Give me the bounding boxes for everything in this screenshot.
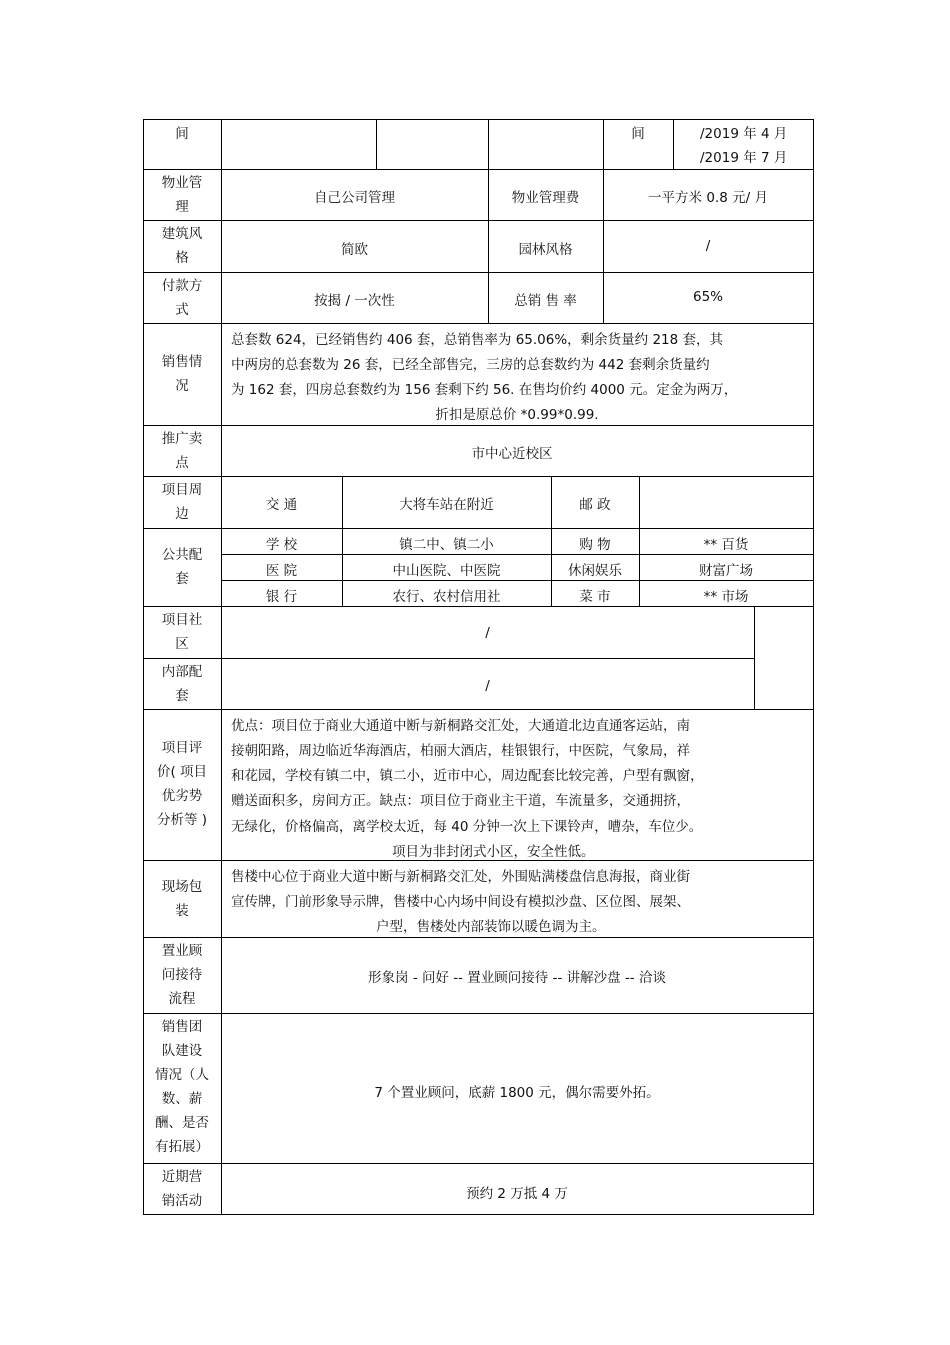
promo-value: 市中心近校区 [471,446,553,462]
traffic-label: 交 通 [265,497,298,513]
property-fee-label: 物业管理费 [511,190,580,206]
rule [143,169,814,170]
evaluation-line: 和花园，学校有镇二中，镇二小，近市中心，周边配套比较完善，户型有飘窗， [231,768,704,784]
garden-style-value: / [705,238,711,254]
evaluation-label: 项目评 价( 项目 优劣势 分析等 ) [156,740,208,828]
sales-line: 中两房的总套数为 26 套，已经全部售完，三房的总套数约为 442 套剩余货量约 [231,357,710,373]
community-label: 项目社 区 [161,612,203,652]
facility-key: 购 物 [579,537,611,553]
style-label: 建筑风 格 [161,226,203,266]
evaluation-line: 赠送面积多，房间方正。缺点：项目位于商业主干道，车流量多，交通拥挤， [231,793,690,809]
onsite-line: 售楼中心位于商业大道中断与新桐路交汇处，外围贴满楼盘信息海报，商业街 [231,869,690,885]
surroundings-label: 项目周 边 [161,482,203,522]
rule [673,119,674,169]
property-mgmt-value: 自己公司管理 [314,190,395,206]
facility-key: 银 行 [265,589,298,605]
sales-line: 总套数 624，已经销售约 406 套，总销售率为 65.06%，剩余货量约 218 套，其 [231,332,724,348]
time-date-start: /2019 年 4 月 [700,126,788,142]
facility-value: 镇二中、镇二小 [399,537,494,553]
rule [143,606,814,607]
community-value: / [485,625,490,641]
rule [143,860,814,861]
rule [143,709,814,710]
sales-line: 为 162 套，四房总套数约为 156 套剩下约 56. 在售均价约 4000 元。定金为两万， [231,382,738,398]
time-label: 间 [175,126,189,142]
rule [143,528,814,529]
sales-line: 折扣是原总价 *0.99*0.99. [435,407,599,423]
evaluation-line: 项目为非封闭式小区，安全性低。 [392,844,595,860]
facility-key: 医 院 [265,563,298,579]
facility-key: 学 校 [265,537,298,553]
evaluation-line: 无绿化，价格偏高，离学校太近，每 40 分钟一次上下课铃声，嘈杂，车位少。 [231,819,703,835]
rule [143,476,814,477]
marketing-value: 预约 2 万抵 4 万 [466,1186,568,1202]
facility-value: ** 百货 [703,537,749,553]
facility-value: 中山医院、中医院 [392,563,501,579]
rule [143,272,814,273]
rule [143,1013,814,1014]
time-date-end: /2019 年 7 月 [700,150,788,166]
facility-key: 休闲娱乐 [568,563,622,579]
rule [221,554,814,555]
payment-label: 付款方 式 [161,278,203,318]
reception-label: 置业顾 问接待 流程 [161,943,203,1007]
internal-label: 内部配 套 [161,664,203,704]
property-fee-value: 一平方米 0.8 元/ 月 [648,190,768,206]
sales-rate-value: 65% [692,289,723,305]
rule [143,1214,814,1215]
sales-label: 销售情 况 [161,354,203,394]
promo-label: 推广卖 点 [161,431,203,471]
marketing-label: 近期营 销活动 [161,1169,203,1209]
facility-value: ** 市场 [703,589,749,605]
internal-value: / [485,678,490,694]
onsite-label: 现场包 装 [161,879,203,919]
sales-rate-label: 总销 售 率 [514,293,577,309]
rule [143,323,814,324]
team-value: 7 个置业顾问，底薪 1800 元，偶尔需要外拓。 [374,1085,660,1101]
rule [143,658,755,659]
reception-value: 形象岗 - 问好 -- 置业顾问接待 -- 讲解沙盘 -- 洽谈 [368,970,666,986]
traffic-value: 大将车站在附近 [399,497,494,513]
facility-key: 菜 市 [579,589,611,605]
rule [143,1163,814,1164]
time-label-right: 间 [631,126,645,142]
onsite-line: 宣传牌，门前形象导示牌，售楼中心内场中间设有模拟沙盘、区位图、展架、 [231,894,690,910]
rule [221,580,814,581]
payment-value: 按揭 / 一次性 [314,293,395,309]
post-label: 邮 政 [579,497,611,513]
rule [143,425,814,426]
facility-value: 财富广场 [699,563,753,579]
onsite-line: 户型，售楼处内部装饰以暖色调为主。 [376,919,606,935]
evaluation-line: 优点：项目位于商业大通道中断与新桐路交汇处，大通道北边直通客运站，南 [231,718,690,734]
rule [143,220,814,221]
rule [143,937,814,938]
rule [754,606,755,709]
garden-style-label: 园林风格 [518,242,573,258]
rule [143,119,814,120]
property-mgmt-label: 物业管 理 [161,175,203,215]
facilities-label: 公共配 套 [161,547,203,587]
rule [221,119,222,1215]
team-label: 销售团 队建设 情况（人 数、薪 酬、是否 有拓展） [155,1019,209,1155]
rule [376,119,377,169]
facility-value: 农行、农村信用社 [392,589,501,605]
style-value: 简欧 [341,242,368,258]
rule [813,119,814,1215]
evaluation-line: 接朝阳路，周边临近华海酒店，柏丽大酒店，桂银银行，中医院，气象局，祥 [231,743,690,759]
